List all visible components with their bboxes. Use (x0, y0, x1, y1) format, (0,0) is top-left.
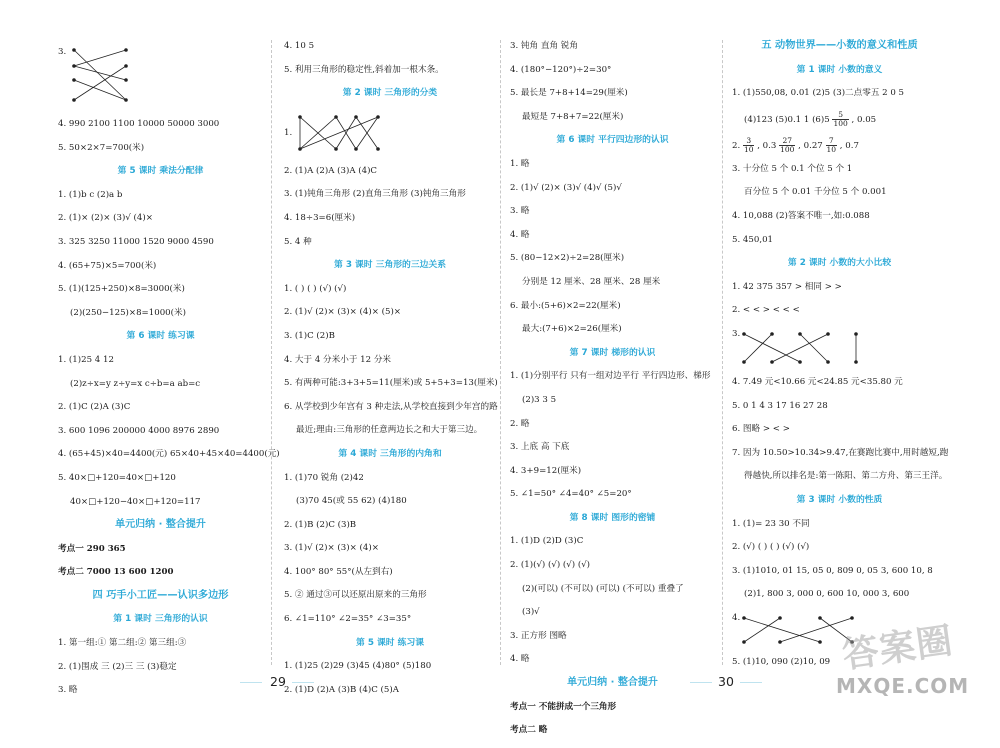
answer-line: 3. (1)C (2)B (284, 330, 335, 341)
question-number: 1. (284, 127, 293, 138)
answer-line: 5. (80−12×2)÷2=28(厘米) (510, 253, 625, 264)
numerator: 7 (826, 137, 838, 146)
answer-line (732, 137, 947, 155)
answer-line: 4. (65+45)×40=4400(元) 65×40+45×40=4400(元) (58, 449, 280, 460)
answer-line: 考点二 7000 13 600 1200 (58, 567, 174, 578)
answer-line: 2. (1)B (2)C (3)B (284, 519, 357, 530)
answer-line: 1. (1)550,08, 0.01 (2)5 (3)二点零五 2 0 5 (732, 88, 905, 99)
matching-figure (68, 40, 158, 110)
lesson-heading: 第 1 课时 三角形的认识 (113, 614, 208, 625)
answer-line: 6. ∠1=110° ∠2=35° ∠3=35° (284, 614, 412, 625)
answer-line: 5. (1)10, 090 (2)10, 09 (732, 656, 831, 667)
answer-line: 3. 600 1096 200000 4000 8976 2890 (58, 425, 220, 436)
answer-line: 2. (1)D (2)A (3)B (4)C (5)A (284, 684, 399, 695)
match-question-3 (732, 328, 947, 368)
answer-line: 3. 钝角 直角 锐角 (510, 41, 578, 51)
answer-line: 7. 因为 10.50>10.34>9.47,在赛跑比赛中,用时越短,跑 (732, 447, 949, 458)
answer-line: 3. 上底 高 下底 (510, 442, 570, 453)
lesson-heading: 第 6 课时 平行四边形的认识 (556, 135, 669, 146)
classify-question-1 (284, 111, 496, 155)
unit-heading: 单元归纳 · 整合提升 (115, 519, 206, 531)
numerator: 3 (743, 137, 755, 146)
answer-text: , 0.05 (851, 114, 877, 125)
column-1 (58, 40, 280, 708)
answer-text: 2. (732, 140, 741, 151)
answer-line: 5. 利用三角形的稳定性,斜着加一根木条。 (284, 64, 444, 75)
answer-line: 4. 10 5 (284, 41, 315, 51)
answer-line: 5. 40×□+120=40×□+120 (58, 472, 176, 483)
answer-line: 1. (1)70 锐角 (2)42 (284, 472, 364, 483)
answer-line: 5. ∠1=50° ∠4=40° ∠5=20° (510, 489, 632, 500)
answer-line: 1. (1)b c (2)a b (58, 189, 123, 200)
answer-line: 5. 450,01 (732, 234, 774, 245)
answer-line: 4. 100° 80° 55°(从左到右) (284, 566, 393, 577)
lesson-heading: 第 6 课时 练习课 (126, 331, 195, 342)
lesson-heading: 第 4 课时 三角形的内角和 (338, 448, 442, 459)
column-divider (722, 40, 723, 665)
answer-line: 4. 990 2100 1100 10000 50000 3000 (58, 119, 220, 129)
lesson-heading: 第 3 课时 小数的性质 (796, 494, 883, 505)
page-number-left: 29 (270, 674, 286, 689)
answer-line: 2. (1)× (2)× (3)√ (4)× (58, 213, 153, 224)
lesson-heading: 第 3 课时 三角形的三边关系 (333, 260, 447, 271)
denominator: 10 (743, 144, 754, 154)
unit-heading: 单元归纳 · 整合提升 (567, 677, 658, 689)
question-number: 4. (732, 612, 741, 623)
answer-line: 4. (180°−120°)÷2=30° (510, 64, 612, 75)
answer-line: 1. (1)25 4 12 (58, 354, 114, 365)
answer-line: 5. 50×2×7=700(米) (58, 142, 145, 153)
answer-line: 5. 4 种 (284, 236, 312, 247)
fraction (743, 137, 755, 154)
chapter-heading: 五 动物世界——小数的意义和性质 (761, 40, 918, 51)
answer-line: 2. (1)围成 三 (2)三 三 (3)稳定 (58, 661, 177, 672)
answer-line: 最近;理由:三角形的任意两边长之和大于第三边。 (296, 425, 483, 436)
answer-text: , 0.7 (839, 140, 859, 151)
answer-line: 4. 3+9=12(厘米) (510, 465, 582, 476)
denominator: 100 (833, 118, 848, 128)
answer-line: (3)√ (522, 607, 540, 618)
lesson-heading: 第 5 课时 乘法分配律 (117, 166, 204, 177)
answer-line: 3. 略 (58, 685, 78, 696)
answer-line: 3. 正方形 图略 (510, 630, 567, 641)
answer-line: (2)(250−125)×8=1000(米) (70, 307, 186, 318)
answer-line: 3. (1)√ (2)× (3)× (4)× (284, 543, 379, 554)
answer-line: 考点二 略 (510, 725, 548, 736)
answer-line: 百分位 5 个 0.01 千分位 5 个 0.001 (744, 187, 887, 198)
answer-line: 5. 最长是 7+8+14=29(厘米) (510, 88, 628, 99)
question-number: 3. (732, 328, 741, 339)
lesson-heading: 第 5 课时 练习课 (355, 637, 425, 648)
answer-line: 1. ( ) ( ) (√) (√) (284, 283, 347, 294)
answer-line: 1. (1)25 (2)29 (3)45 (4)80° (5)180 (284, 661, 432, 672)
answer-line: 1. 第一组:① 第二组:② 第三组:③ (58, 638, 187, 649)
answer-line: 1. 略 (510, 158, 530, 169)
answer-line: 5. 有两种可能:3+3+5=11(厘米)或 5+5+3=13(厘米) (284, 378, 498, 389)
answer-line: 3. (1)1010, 01 15, 05 0, 809 0, 05 3, 600 10, 8 (732, 565, 933, 576)
answer-line: 6. 最小:(5+6)×2=22(厘米) (510, 300, 621, 311)
page-number-right: 30 (718, 674, 734, 689)
answer-line: 考点一 不能拼成一个三角形 (510, 701, 617, 712)
page-rule (690, 682, 712, 683)
answer-line: 2. (1)√ (2)× (3)√ (4)√ (5)√ (510, 182, 622, 193)
classification-figure (294, 111, 404, 155)
answer-line: 4. 18÷3=6(厘米) (284, 212, 356, 223)
denominator: 100 (780, 144, 795, 154)
answer-line: (2)3 3 5 (522, 394, 557, 405)
watermark-url: MXQE.COM (836, 674, 970, 698)
answer-line: (2)1, 800 3, 000 0, 600 10, 000 3, 600 (744, 589, 910, 600)
answer-text: , 0.3 (757, 140, 777, 151)
answer-line: 4. (65+75)×5=700(米) (58, 260, 157, 271)
lesson-heading: 第 8 课时 图形的密铺 (569, 512, 656, 523)
answer-line: 1. (1)分别平行 只有一组对边平行 平行四边形、梯形 (510, 371, 711, 382)
answer-line: 40×□+120−40×□+120=117 (70, 496, 201, 507)
column-3 (510, 40, 715, 748)
answer-line: 4. 大于 4 分米小于 12 分米 (284, 354, 392, 365)
answer-line: (3)70 45(或 55 62) (4)180 (296, 496, 407, 507)
answer-line: 最大:(7+6)×2=26(厘米) (522, 324, 622, 335)
match-question-3 (58, 40, 263, 110)
answer-line: 2. (1)A (2)A (3)A (4)C (284, 165, 378, 176)
answer-line: (2)(可以) (不可以) (可以) (不可以) 重叠了 (522, 583, 684, 594)
answer-line: 2. (1)(√) (√) (√) (√) (510, 560, 591, 571)
answer-line: 最短是 7+8+7=22(厘米) (522, 111, 624, 122)
answer-line: 2. < < > < < < (732, 305, 800, 316)
answer-line: 2. (√) ( ) ( ) (√) (√) (732, 542, 810, 553)
answer-line (732, 111, 947, 129)
answer-line: 3. 略 (510, 206, 530, 217)
answer-line: 3. 十分位 5 个 0.1 个位 5 个 1 (732, 163, 853, 174)
answer-line: 4. 略 (510, 654, 530, 665)
answer-text: , 0.27 (798, 140, 823, 151)
column-4 (732, 40, 947, 679)
answer-line: 3. 325 3250 11000 1520 9000 4590 (58, 236, 214, 247)
answer-line: 1. (1)= 23 30 不同 (732, 518, 810, 529)
answer-line: 2. (1)C (2)A (3)C (58, 402, 131, 413)
fraction (826, 137, 838, 154)
answer-line: 5. (1)(125+250)×8=3000(米) (58, 284, 185, 295)
lesson-heading: 第 1 课时 小数的意义 (796, 64, 883, 75)
answer-line: 3. (1)钝角三角形 (2)直角三角形 (3)钝角三角形 (284, 189, 466, 200)
answer-line: 4. 10,088 (2)答案不唯一,如:0.088 (732, 210, 870, 221)
answer-line: 1. 42 375 357 > 相同 > > (732, 281, 842, 292)
answer-line: 6. 图略 > < > (732, 424, 790, 435)
answer-line: 2. (1)√ (2)× (3)× (4)× (5)× (284, 307, 402, 318)
answer-text: (4)123 (5)0.1 1 (6)5 (744, 114, 830, 125)
watermark-logo: 答案圈 (840, 620, 956, 677)
page-rule (292, 682, 314, 683)
answer-line: (2)z÷x=y z÷y=x c÷b=a ab=c (70, 378, 201, 389)
answer-line: 5. ② 通过③可以还原出原来的三角形 (284, 590, 427, 601)
matching-figure (740, 328, 870, 368)
fraction (779, 137, 795, 154)
answer-line: 6. 从学校到少年宫有 3 种走法,从学校直接到少年宫的路 (284, 401, 498, 412)
numerator: 27 (779, 137, 795, 146)
column-divider (500, 40, 501, 665)
numerator: 5 (832, 111, 848, 120)
answer-line: 分别是 12 厘米、28 厘米、28 厘米 (522, 276, 661, 287)
lesson-heading: 第 2 课时 三角形的分类 (342, 88, 438, 99)
page-rule (240, 682, 262, 683)
chapter-heading: 四 巧手小工匠——认识多边形 (92, 589, 229, 601)
denominator: 10 (826, 144, 837, 154)
question-number: 3. (58, 47, 67, 57)
answer-line: 2. 略 (510, 418, 530, 429)
answer-line: 得越快,所以排名是:第一陈阳、第二方舟、第三王洋。 (744, 471, 948, 482)
answer-line: 5. 0 1 4 3 17 16 27 28 (732, 400, 828, 411)
fraction (832, 111, 848, 128)
lesson-heading: 第 2 课时 小数的大小比较 (787, 258, 892, 269)
answer-line: 1. (1)D (2)D (3)C (510, 536, 584, 547)
page-rule (740, 682, 762, 683)
answer-line: 4. 略 (510, 229, 530, 240)
answer-line: 4. 7.49 元<10.66 元<24.85 元<35.80 元 (732, 376, 903, 387)
lesson-heading: 第 7 课时 梯形的认识 (569, 347, 656, 358)
answer-line: 考点一 290 365 (58, 543, 126, 554)
column-divider (271, 40, 272, 665)
column-2 (284, 40, 496, 707)
